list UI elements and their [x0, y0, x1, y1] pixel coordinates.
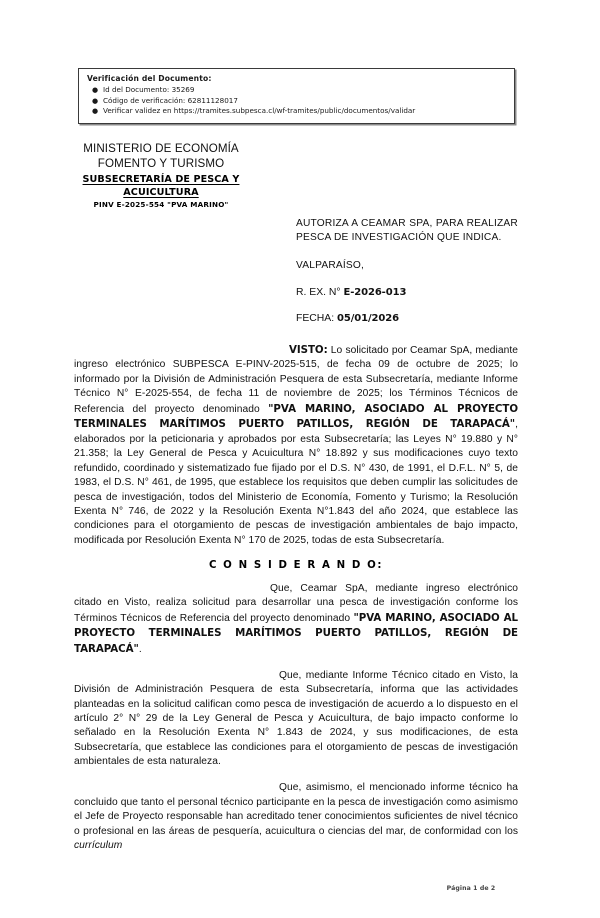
- document-verification-box: [78, 68, 515, 124]
- subsecretaria-header: [36, 173, 286, 199]
- page-number: Página 1 de 2: [446, 885, 496, 892]
- resolution-city: VALPARAÍSO,: [296, 259, 365, 271]
- verification-item-text: Id del Documento: 35269: [103, 85, 195, 94]
- ministry-header: [36, 142, 286, 171]
- resolution-number-line: [296, 286, 518, 300]
- paragraph-visto: [74, 343, 518, 548]
- project-name: "PVA MARINO, ASOCIADO AL PROYECTO TERMINALES MARÍTIMOS PUERTO PATILLOS, REGIÓN DE TARAPACÁ": [74, 402, 518, 431]
- bullet-icon: ●: [92, 86, 99, 94]
- verification-item-url: [92, 106, 508, 117]
- paragraph-considerando-3: [74, 781, 518, 853]
- resolution-subject: AUTORIZA A CEAMAR SPA, PARA REALIZAR PESCA DE INVESTIGACIÓN QUE INDICA.: [296, 218, 518, 244]
- considerando-2-text: Que, mediante Informe Técnico citado en Visto, la División de Administración Pesquera de esta Subsecretaría, informa que las actividades planteadas en la solicitud califican como pesca de investigación de acuerdo a lo dispuesto en el artículo 2° N° 29 de la Ley General de Pesca y Acuicultura, de bajo impacto conforme lo señalado en la Resolución Exenta N° 1.843 de 2024, y sus modificaciones, de esta Subsecretaría, que establece las condiciones para el otorgamiento de pescas de investigación ambientales de esta naturaleza.: [74, 669, 518, 768]
- resolution-date-line: [296, 312, 518, 326]
- ministry-line-2: FOMENTO Y TURISMO: [97, 156, 225, 170]
- verification-list: [87, 85, 508, 117]
- visto-text-part-2: , elaborados por la peticionaria y aprobados por esta Subsecretaría; las Leyes N° 19.880 y N° 21.358; la Ley General de Pesca y Acuicultura N° 18.892 y sus modificaciones cuyo texto refundido, coordinado y sistematizado fue fijado por el D.S. N° 430, de 1991, el D.F.L. N° 5, de 1983, el D.S. N° 461, de 1995, que establece los requisitos que deben cumplir las solicitudes de pesca de investigación, todos del Ministerio de Economía, Fomento y Turismo; la Resolución Exenta N° 746, de 2022 y la Resolución Exenta N°1.843 del año 2024, que establece las condiciones para el otorgamiento de pescas de investigación ambientales de bajo impacto, modificada por Resolución Exenta N° 170 de 2025, todas de esta Subsecretaría.: [74, 419, 518, 546]
- verification-item-document-id: [92, 85, 508, 96]
- paragraph-considerando-1: [74, 582, 518, 657]
- project-name: "PVA MARINO, ASOCIADO AL PROYECTO TERMINALES MARÍTIMOS PUERTO PATILLOS, REGIÓN DE TARAPACÁ": [74, 611, 518, 655]
- paragraph-considerando-2: [74, 669, 518, 770]
- verification-item-text: Verificar validez en https://tramites.subpesca.cl/wf-tramites/public/documentos/validar: [103, 106, 416, 116]
- considerando-1-text-part-2: .: [138, 643, 142, 655]
- subsecretaria-line-1: SUBSECRETARÍA DE PESCA Y: [82, 174, 240, 185]
- considerando-3-text: Que, asimismo, el mencionado informe técnico ha concluido que tanto el personal técnico participante en la pesca de investigación como asimismo el Jefe de Proyecto responsable han acreditado tener conocimientos suficientes de nivel técnico o profesional en las áreas de pesquería, acuicultura o ciencias del mar, de conformidad con los: [74, 782, 518, 837]
- considerando-heading: C O N S I D E R A N D O:: [208, 559, 384, 571]
- visto-label: VISTO:: [289, 344, 328, 356]
- ministry-line-1: MINISTERIO DE ECONOMÍA: [83, 142, 239, 155]
- verification-item-code: [92, 95, 508, 107]
- considerando-3-italic-tail: currículum: [74, 840, 123, 852]
- bullet-icon: ●: [92, 107, 99, 116]
- verification-item-text: Código de verificación: 62811128017: [103, 95, 238, 105]
- resolution-date-label: FECHA:: [296, 312, 335, 324]
- page-footer: [0, 877, 600, 895]
- document-body: [74, 343, 518, 865]
- resolution-number-value: E-2026-013: [343, 286, 407, 298]
- visto-text-part-1: Lo solicitado por Ceamar SpA, mediante ingreso electrónico SUBPESCA E-PINV-2025-515, de fecha 09 de octubre de 2025; lo informado por la División de Administración Pesquera de esta Subsecretaría, mediante Informe Técnico N° E-2025-554, de fecha 11 de noviembre de 2025; los Términos Técnicos de Referencia del proyecto denominado: [74, 345, 518, 415]
- pinv-reference: PINV E-2025-554 "PVA MARINO": [93, 200, 229, 209]
- resolution-title-block: [296, 217, 518, 326]
- resolution-number-label: R. EX. N°: [296, 286, 341, 298]
- verification-title: Verificación del Documento:: [87, 74, 212, 83]
- bullet-icon: ●: [92, 96, 99, 105]
- resolution-date-value: 05/01/2026: [337, 312, 399, 324]
- subsecretaria-line-2: ACUICULTURA: [123, 187, 199, 198]
- considerando-1-text-part-1: Que, Ceamar SpA, mediante ingreso electrónico citado en Visto, realiza solicitud para desarrollar una pesca de investigación conforme los Términos Técnicos de Referencia del proyecto denominado: [74, 582, 518, 624]
